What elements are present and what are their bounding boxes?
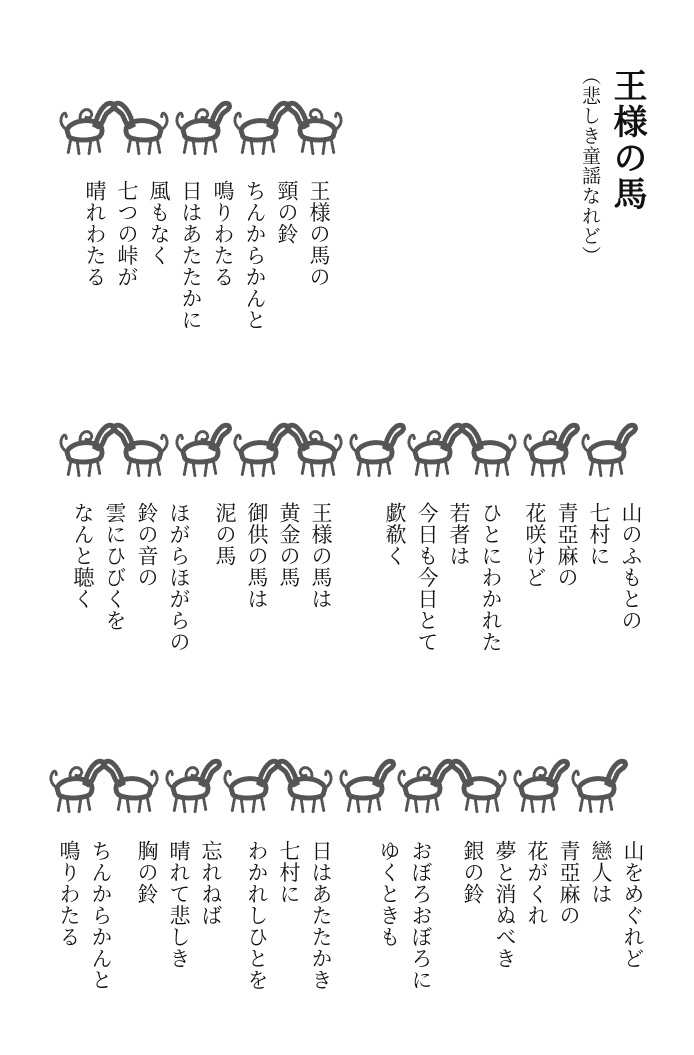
verse-line: 王様の馬は: [309, 502, 333, 610]
horse-ornament: [573, 761, 626, 812]
horse-ornament: [409, 425, 462, 476]
horse-frieze-icon: [55, 100, 355, 162]
horse-frieze-icon: [55, 422, 663, 484]
horse-frieze-icon: [45, 758, 665, 820]
horse-ornament: [177, 425, 230, 476]
verse-line: 夢と消ぬべき: [493, 840, 517, 969]
verse-line: 若者は: [447, 502, 471, 567]
verse-line: 山をめぐれど: [621, 840, 645, 969]
horse-ornament: [61, 425, 114, 476]
verse-line: 七村に: [587, 502, 611, 567]
horse-ornament: [114, 103, 167, 154]
verse-line: 鳴りわたる: [57, 840, 81, 948]
verse-line: 日はあたたかき: [309, 840, 333, 991]
verse-line: 御供の馬は: [245, 502, 269, 610]
verse-line: 風もなく: [147, 180, 171, 266]
horse-ornament: [583, 425, 636, 476]
verse-line: 七村に: [277, 840, 301, 905]
verse-line: 山のふもとの: [619, 502, 643, 631]
horse-ornament: [225, 761, 278, 812]
verse-line: おぼろおぼろに: [409, 840, 433, 991]
verse-line: 日はあたたかに: [179, 180, 203, 331]
horse-ornament: [177, 103, 230, 154]
horse-ornament: [114, 425, 167, 476]
verse-line: なんと聴く: [71, 502, 95, 610]
verse-line: ちんからかんと: [89, 840, 113, 991]
horse-ornament: [235, 103, 288, 154]
horse-ornament: [235, 425, 288, 476]
verse-line: ちんからかんと: [243, 180, 267, 331]
verse-line: ゆくときも: [377, 840, 401, 948]
horse-ornament: [288, 103, 341, 154]
verse-line: 七つの峠が: [115, 180, 139, 288]
verse-line: 銀の鈴: [461, 840, 485, 905]
verse-line: 戀人は: [589, 840, 613, 905]
verse-line: 歔欷く: [383, 502, 407, 567]
horse-ornament: [104, 761, 157, 812]
horse-ornament: [61, 103, 114, 154]
horse-ornament: [452, 761, 505, 812]
verse-line: 今日も今日とて: [415, 502, 439, 653]
verse-line: 胸の鈴: [135, 840, 159, 905]
verse-line: 鳴りわたる: [211, 180, 235, 288]
horse-ornament: [341, 761, 394, 812]
verse-line: 鈴の音の: [135, 502, 159, 588]
horse-ornament: [288, 425, 341, 476]
horse-ornament: [278, 761, 331, 812]
horse-ornament: [399, 761, 452, 812]
poem-title: 王様の馬: [607, 68, 647, 212]
horse-ornament: [351, 425, 404, 476]
verse-line: わかれしひとを: [245, 840, 269, 991]
poem-subtitle: （悲しき童謡なれど）: [579, 66, 601, 266]
verse-line: 頸の鈴: [275, 180, 299, 245]
horse-ornament: [167, 761, 220, 812]
verse-line: 青亞麻の: [557, 840, 581, 926]
horse-ornament: [515, 761, 568, 812]
verse-line: 泥の馬: [213, 502, 237, 567]
verse-line: 青亞麻の: [555, 502, 579, 588]
horse-ornament: [51, 761, 104, 812]
verse-line: 雲にひびくを: [103, 502, 127, 631]
verse-line: 忘れねば: [199, 840, 223, 926]
verse-line: 王様の馬の: [307, 180, 331, 288]
verse-line: 黄金の馬: [277, 502, 301, 588]
verse-line: ひとにわかれた: [479, 502, 503, 653]
verse-line: 晴れわたる: [83, 180, 107, 288]
horse-ornament: [525, 425, 578, 476]
verse-line: ほがらほがらの: [167, 502, 191, 653]
verse-line: 晴れて悲しき: [167, 840, 191, 969]
verse-line: 花がくれ: [525, 840, 549, 926]
horse-ornament: [462, 425, 515, 476]
verse-line: 花咲けど: [523, 502, 547, 588]
